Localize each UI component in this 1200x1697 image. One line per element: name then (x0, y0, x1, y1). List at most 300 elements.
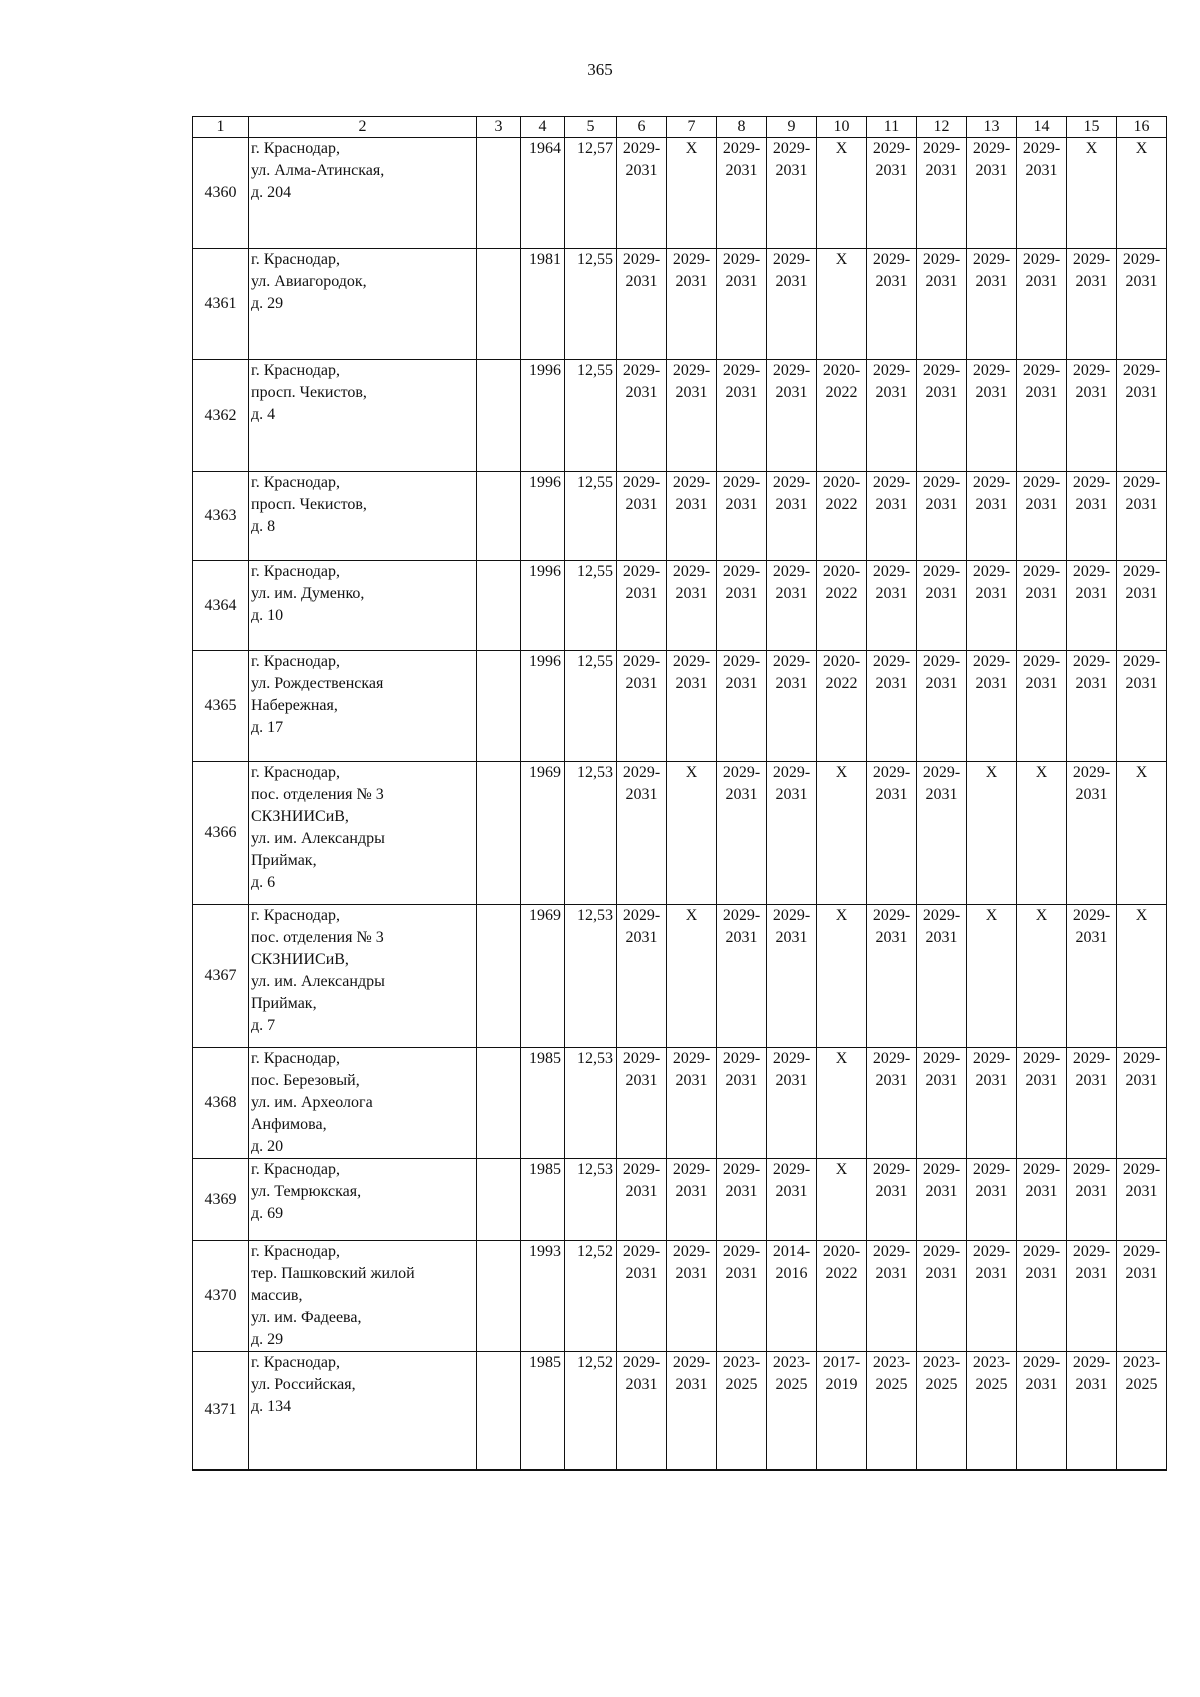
period-line: 2023- (972, 1354, 1011, 1371)
year-built: 1985 (521, 1159, 565, 1241)
period-line: X (1135, 907, 1148, 924)
address-line: г. Краснодар, (251, 1243, 340, 1260)
period-line: 2031 (1025, 273, 1058, 290)
period-cell-col-8 (717, 1048, 767, 1159)
period-line: 2029- (872, 653, 911, 670)
header-cell-7: 7 (667, 117, 717, 138)
period-line: 2029- (972, 1050, 1011, 1067)
period-cell-col-7 (667, 1048, 717, 1159)
address-cell (249, 472, 477, 561)
period-line: 2029- (622, 1161, 661, 1178)
period-line: 2029- (622, 764, 661, 781)
period-cell-col-15 (1067, 1241, 1117, 1352)
period-line: 2031 (875, 1183, 908, 1200)
period-line: 2029- (922, 1050, 961, 1067)
period-line: 2031 (775, 675, 808, 692)
period-cell-col-8 (717, 561, 767, 651)
period-line: 2031 (975, 496, 1008, 513)
period-line: 2029- (972, 251, 1011, 268)
period-cell-col-11 (867, 651, 917, 762)
period-line: 2029- (1022, 251, 1061, 268)
period-line: 2031 (625, 496, 658, 513)
period-line: X (1135, 764, 1148, 781)
period-line: 2016 (775, 1265, 808, 1282)
period-cell-col-16 (1117, 1241, 1167, 1352)
period-line: 2029- (772, 362, 811, 379)
period-cell-col-14 (1017, 651, 1067, 762)
address-line: г. Краснодар, (251, 140, 340, 157)
period-line: 2031 (675, 273, 708, 290)
period-line: 2029- (672, 1243, 711, 1260)
period-line: 2029- (1022, 1161, 1061, 1178)
period-line: 2031 (975, 162, 1008, 179)
period-cell-col-14 (1017, 1241, 1067, 1352)
period-line: 2029- (872, 140, 911, 157)
period-line: 2014- (772, 1243, 811, 1260)
row-number: 4360 (193, 138, 249, 249)
period-line: 2031 (1025, 384, 1058, 401)
empty-col-3 (477, 651, 521, 762)
period-line: 2031 (725, 1072, 758, 1089)
period-line: 2031 (725, 929, 758, 946)
table-row (193, 1048, 1167, 1159)
period-line: 2031 (925, 1183, 958, 1200)
period-line: 2031 (725, 585, 758, 602)
period-line: X (1085, 140, 1098, 157)
period-line: 2029- (1072, 1050, 1111, 1067)
period-cell-col-6 (617, 905, 667, 1048)
period-cell-col-7 (667, 360, 717, 472)
period-line: 2029- (672, 1050, 711, 1067)
row-number: 4364 (193, 561, 249, 651)
period-cell-col-8 (717, 1352, 767, 1470)
year-built: 1996 (521, 651, 565, 762)
header-row (193, 117, 1167, 138)
period-line: 2023- (922, 1354, 961, 1371)
period-cell-col-9 (767, 1241, 817, 1352)
period-line: 2031 (1125, 585, 1158, 602)
period-line: 2031 (925, 585, 958, 602)
period-cell-col-15 (1067, 1352, 1117, 1470)
period-line: 2031 (1075, 273, 1108, 290)
address-line: д. 29 (251, 295, 284, 312)
period-line: 2029- (972, 362, 1011, 379)
period-line: 2031 (725, 273, 758, 290)
header-cell-15: 15 (1067, 117, 1117, 138)
empty-col-3 (477, 360, 521, 472)
period-line: 2025 (975, 1376, 1008, 1393)
period-line: 2029- (972, 653, 1011, 670)
period-line: 2031 (1075, 1183, 1108, 1200)
value-cell: 12,57 (565, 138, 617, 249)
year-built: 1981 (521, 249, 565, 360)
address-line: г. Краснодар, (251, 1050, 340, 1067)
period-line: 2031 (625, 162, 658, 179)
value-cell: 12,55 (565, 249, 617, 360)
address-line: д. 204 (251, 184, 292, 201)
period-cell-col-9 (767, 561, 817, 651)
period-line: 2029- (722, 140, 761, 157)
period-line: 2029- (872, 251, 911, 268)
period-cell-col-11 (867, 1241, 917, 1352)
period-line: 2029- (1122, 1243, 1161, 1260)
period-line: 2029- (922, 764, 961, 781)
period-line: 2025 (725, 1376, 758, 1393)
period-line: 2031 (1025, 675, 1058, 692)
period-cell-col-6 (617, 360, 667, 472)
period-line: 2031 (1075, 1376, 1108, 1393)
period-line: 2031 (625, 675, 658, 692)
period-line: 2029- (772, 474, 811, 491)
header-cell-3: 3 (477, 117, 521, 138)
header-cell-11: 11 (867, 117, 917, 138)
period-line: 2029- (622, 563, 661, 580)
year-built: 1969 (521, 762, 565, 905)
period-cell-col-8 (717, 762, 767, 905)
period-line: 2029- (1022, 1243, 1061, 1260)
period-line: 2031 (625, 1265, 658, 1282)
period-line: 2031 (775, 1072, 808, 1089)
period-line: 2020- (822, 362, 861, 379)
period-cell-col-12 (917, 1352, 967, 1470)
value-cell: 12,55 (565, 472, 617, 561)
address-line: ул. Алма-Атинская, (251, 162, 385, 179)
period-line: 2029- (622, 1354, 661, 1371)
period-cell-col-7 (667, 651, 717, 762)
period-line: 2029- (622, 1050, 661, 1067)
period-cell-col-11 (867, 138, 917, 249)
period-line: 2019 (825, 1376, 858, 1393)
address-line: Приймак, (251, 995, 317, 1012)
period-cell-col-16 (1117, 762, 1167, 905)
address-line: д. 6 (251, 874, 276, 891)
address-line: д. 20 (251, 1138, 284, 1155)
address-line: просп. Чекистов, (251, 384, 367, 401)
period-line: 2031 (725, 496, 758, 513)
address-cell (249, 561, 477, 651)
period-line: 2031 (725, 1183, 758, 1200)
header-cell-6: 6 (617, 117, 667, 138)
period-cell-col-16 (1117, 651, 1167, 762)
period-cell-col-11 (867, 249, 917, 360)
period-cell-col-14 (1017, 1048, 1067, 1159)
address-line: г. Краснодар, (251, 1354, 340, 1371)
page-number: 365 (587, 60, 613, 79)
period-cell-col-6 (617, 1048, 667, 1159)
period-line: 2031 (775, 929, 808, 946)
period-line: 2029- (672, 563, 711, 580)
period-line: 2031 (875, 929, 908, 946)
period-line: 2031 (675, 585, 708, 602)
table-row (193, 472, 1167, 561)
period-cell-col-11 (867, 905, 917, 1048)
period-line: 2022 (825, 496, 858, 513)
period-line: 2029- (872, 1161, 911, 1178)
period-line: 2029- (922, 1161, 961, 1178)
value-cell: 12,53 (565, 1159, 617, 1241)
period-line: 2029- (672, 653, 711, 670)
address-line: ул. им. Александры (251, 973, 385, 990)
period-cell-col-12 (917, 651, 967, 762)
header-cell-5: 5 (565, 117, 617, 138)
period-line: 2020- (822, 653, 861, 670)
address-line: д. 10 (251, 607, 284, 624)
period-line: 2031 (725, 162, 758, 179)
row-number: 4366 (193, 762, 249, 905)
period-line: 2031 (625, 1376, 658, 1393)
period-cell-col-9 (767, 651, 817, 762)
period-cell-col-15 (1067, 762, 1117, 905)
period-line: 2025 (875, 1376, 908, 1393)
period-line: 2023- (1122, 1354, 1161, 1371)
period-line: 2031 (725, 384, 758, 401)
address-line: д. 29 (251, 1331, 284, 1348)
value-cell: 12,55 (565, 651, 617, 762)
address-line: г. Краснодар, (251, 251, 340, 268)
address-line: д. 134 (251, 1398, 292, 1415)
period-line: 2029- (1072, 1161, 1111, 1178)
year-built: 1996 (521, 561, 565, 651)
period-line: 2029- (1022, 362, 1061, 379)
period-line: 2029- (1122, 251, 1161, 268)
period-cell-col-8 (717, 1159, 767, 1241)
address-line: д. 7 (251, 1017, 276, 1034)
period-line: 2029- (1122, 474, 1161, 491)
period-line: 2020- (822, 563, 861, 580)
year-built: 1996 (521, 360, 565, 472)
period-line: 2029- (772, 1050, 811, 1067)
period-line: 2023- (772, 1354, 811, 1371)
period-line: 2029- (672, 362, 711, 379)
year-built: 1993 (521, 1241, 565, 1352)
period-line: 2031 (1075, 929, 1108, 946)
address-line: СКЗНИИСиВ, (251, 951, 349, 968)
period-cell-col-6 (617, 651, 667, 762)
period-cell-col-13 (967, 561, 1017, 651)
header-cell-1: 1 (193, 117, 249, 138)
period-cell-col-8 (717, 1241, 767, 1352)
period-line: 2029- (622, 474, 661, 491)
address-line: г. Краснодар, (251, 563, 340, 580)
period-line: 2031 (625, 929, 658, 946)
value-cell: 12,53 (565, 905, 617, 1048)
row-number: 4361 (193, 249, 249, 360)
period-cell-col-15 (1067, 360, 1117, 472)
table-row (193, 1159, 1167, 1241)
period-cell-col-11 (867, 762, 917, 905)
period-line: 2029- (922, 140, 961, 157)
header-cell-4: 4 (521, 117, 565, 138)
table-row (193, 561, 1167, 651)
period-line: 2029- (922, 251, 961, 268)
period-line: 2029- (672, 251, 711, 268)
period-line: 2029- (1072, 362, 1111, 379)
row-number: 4362 (193, 360, 249, 472)
period-cell-col-12 (917, 561, 967, 651)
period-line: 2022 (825, 585, 858, 602)
period-cell-col-16 (1117, 1048, 1167, 1159)
period-cell-col-16 (1117, 360, 1167, 472)
period-line: 2031 (875, 675, 908, 692)
address-line: д. 17 (251, 719, 284, 736)
table-row (193, 249, 1167, 360)
period-cell-col-12 (917, 360, 967, 472)
period-line: 2031 (625, 786, 658, 803)
period-cell-col-9 (767, 1352, 817, 1470)
period-line: 2031 (1125, 1072, 1158, 1089)
row-number: 4370 (193, 1241, 249, 1352)
period-line: 2029- (772, 653, 811, 670)
period-cell-col-16 (1117, 472, 1167, 561)
period-line: 2029- (622, 1243, 661, 1260)
address-line: ул. им. Археолога (251, 1094, 373, 1111)
row-number: 4367 (193, 905, 249, 1048)
address-line: г. Краснодар, (251, 362, 340, 379)
period-cell-col-7 (667, 472, 717, 561)
address-line: пос. отделения № 3 (251, 786, 384, 803)
period-cell-col-16 (1117, 1352, 1167, 1470)
empty-col-3 (477, 905, 521, 1048)
period-cell-col-8 (717, 472, 767, 561)
address-cell (249, 651, 477, 762)
period-line: 2031 (775, 273, 808, 290)
address-line: ул. им. Фадеева, (251, 1309, 362, 1326)
empty-col-3 (477, 762, 521, 905)
period-line: X (1035, 907, 1048, 924)
period-cell-col-10 (817, 472, 867, 561)
period-line: 2029- (1022, 140, 1061, 157)
row-number: 4369 (193, 1159, 249, 1241)
period-cell-col-12 (917, 472, 967, 561)
period-line: 2031 (975, 1183, 1008, 1200)
period-cell-col-13 (967, 249, 1017, 360)
period-line: X (835, 1050, 848, 1067)
header-cell-8: 8 (717, 117, 767, 138)
period-line: 2029- (722, 1161, 761, 1178)
period-line: 2031 (675, 1265, 708, 1282)
period-line: 2029- (1072, 1243, 1111, 1260)
period-cell-col-15 (1067, 1048, 1117, 1159)
period-line: 2029- (772, 140, 811, 157)
period-cell-col-16 (1117, 561, 1167, 651)
period-line: 2031 (925, 786, 958, 803)
address-cell (249, 762, 477, 905)
period-line: 2031 (875, 1265, 908, 1282)
period-cell-col-9 (767, 1048, 817, 1159)
period-line: 2031 (975, 1265, 1008, 1282)
period-cell-col-13 (967, 1048, 1017, 1159)
address-cell (249, 1352, 477, 1470)
address-line: г. Краснодар, (251, 653, 340, 670)
period-cell-col-7 (667, 1352, 717, 1470)
period-line: X (835, 764, 848, 781)
period-line: 2029- (1022, 474, 1061, 491)
period-line: 2031 (775, 786, 808, 803)
period-cell-col-14 (1017, 1159, 1067, 1241)
period-line: 2031 (875, 496, 908, 513)
value-cell: 12,55 (565, 561, 617, 651)
period-line: 2029- (1072, 1354, 1111, 1371)
period-line: 2029- (972, 140, 1011, 157)
period-line: 2029- (872, 563, 911, 580)
year-built: 1969 (521, 905, 565, 1048)
period-cell-col-13 (967, 762, 1017, 905)
period-cell-col-11 (867, 1352, 917, 1470)
period-cell-col-9 (767, 249, 817, 360)
period-line: 2029- (722, 251, 761, 268)
period-line: 2031 (925, 929, 958, 946)
period-cell-col-9 (767, 905, 817, 1048)
period-cell-col-6 (617, 561, 667, 651)
period-cell-col-9 (767, 472, 817, 561)
address-cell (249, 1048, 477, 1159)
period-line: 2031 (925, 384, 958, 401)
period-line: X (685, 907, 698, 924)
period-line: 2031 (1075, 585, 1108, 602)
period-line: X (835, 1161, 848, 1178)
period-line: 2031 (725, 675, 758, 692)
period-line: 2029- (1122, 653, 1161, 670)
period-line: 2029- (1072, 653, 1111, 670)
table-row (193, 762, 1167, 905)
period-cell-col-13 (967, 905, 1017, 1048)
period-line: 2031 (975, 585, 1008, 602)
period-line: 2031 (725, 1265, 758, 1282)
period-line: X (835, 251, 848, 268)
period-cell-col-9 (767, 762, 817, 905)
year-built: 1985 (521, 1352, 565, 1470)
period-line: 2029- (872, 474, 911, 491)
period-line: 2029- (872, 1050, 911, 1067)
period-cell-col-15 (1067, 1159, 1117, 1241)
period-line: 2029- (1022, 1354, 1061, 1371)
address-line: СКЗНИИСиВ, (251, 808, 349, 825)
period-line: X (985, 907, 998, 924)
period-cell-col-6 (617, 1159, 667, 1241)
period-line: 2029- (922, 474, 961, 491)
period-line: 2025 (775, 1376, 808, 1393)
period-cell-col-11 (867, 472, 917, 561)
table-row (193, 138, 1167, 249)
period-line: 2031 (1125, 1265, 1158, 1282)
empty-col-3 (477, 1159, 521, 1241)
period-line: 2031 (875, 585, 908, 602)
address-cell (249, 138, 477, 249)
period-cell-col-14 (1017, 561, 1067, 651)
value-cell: 12,55 (565, 360, 617, 472)
period-line: 2029- (772, 563, 811, 580)
period-cell-col-16 (1117, 1159, 1167, 1241)
period-cell-col-9 (767, 360, 817, 472)
period-line: 2029- (772, 907, 811, 924)
address-cell (249, 1241, 477, 1352)
period-line: 2031 (1025, 1183, 1058, 1200)
period-line: 2031 (1025, 496, 1058, 513)
period-cell-col-12 (917, 138, 967, 249)
period-cell-col-7 (667, 561, 717, 651)
period-line: 2029- (722, 563, 761, 580)
period-line: 2031 (1075, 384, 1108, 401)
period-line: 2029- (672, 474, 711, 491)
period-line: 2031 (975, 1072, 1008, 1089)
period-line: 2031 (975, 273, 1008, 290)
period-cell-col-14 (1017, 905, 1067, 1048)
period-line: 2029- (1122, 1161, 1161, 1178)
period-line: 2031 (875, 786, 908, 803)
period-line: 2029- (1022, 563, 1061, 580)
period-line: 2023- (722, 1354, 761, 1371)
period-line: 2029- (722, 474, 761, 491)
